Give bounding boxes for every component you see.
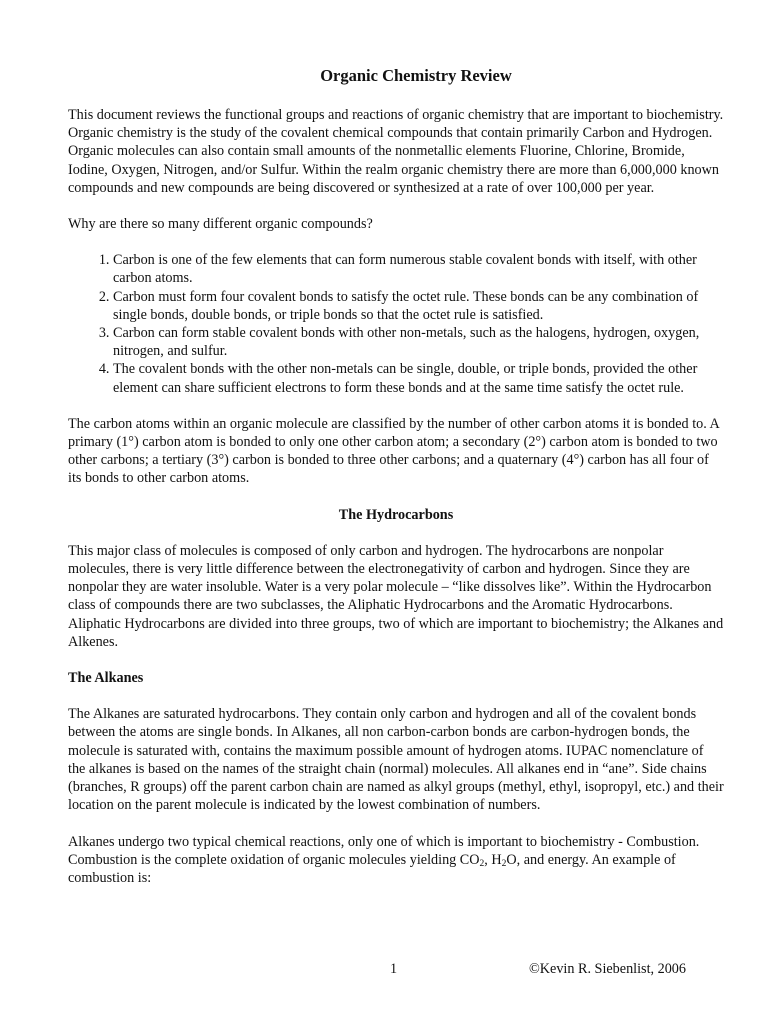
copyright-notice: ©Kevin R. Siebenlist, 2006 [529, 961, 686, 977]
question-paragraph: Why are there so many different organic compounds? [68, 216, 373, 233]
intro-paragraph: This document reviews the functional groups and reactions of organic chemistry that are important to biochemistry. Organic chemistry is the study of the covalent chemical compounds that contain primarily Carbon and Hydrogen. Organic molecules can also contain small amounts of the nonmetallic elements Fluorine, Chlorine, Bromide, Iodine, Oxygen, Nitrogen, and/or Sulfur. Within the realm organic chemistry there are more than 6,000,000 known compounds and new compounds are being discovered or synthesized at a rate of over 100,000 per year. [68, 107, 724, 196]
document-page [68, 64, 724, 887]
list-item: 4. The covalent bonds with the other non-metals can be single, double, or triple bonds, provided the other element can share sufficient electrons to form these bonds and at the same time satisfy the octet rule. [113, 360, 724, 396]
hydrocarbons-paragraph: This major class of molecules is composed of only carbon and hydrogen. The hydrocarbons are nonpolar molecules, there is very little difference between the electronegativity of carbon and hydrogen. Since they are nonpolar they are water insoluble. Water is a very polar molecule – “like dissolves like”. Within the Hydrocarbon class of compounds there are two subclasses, the Aliphatic Hydrocarbons and the Aromatic Hydrocarbons. Aliphatic Hydrocarbons are divided into three groups, two of which are important to biochemistry; the Alkanes and Alkenes. [68, 542, 724, 650]
list-item: 1. Carbon is one of the few elements that can form numerous stable covalent bonds with itself, with other carbon atoms. [113, 251, 724, 287]
list-item: 2. Carbon must form four covalent bonds to satisfy the octet rule. These bonds can be any combination of single bonds, double bonds, or triple bonds so that the octet rule is satisfied. [113, 288, 724, 324]
alkanes-paragraph: The Alkanes are saturated hydrocarbons. They contain only carbon and hydrogen and all of the covalent bonds between the atoms are single bonds. In Alkanes, all non carbon-carbon bonds are carbon-hydrogen bonds, the molecule is saturated with, contains the maximum possible amount of hydrogen atoms. IUPAC nomenclature of the alkanes is based on the names of the straight chain (normal) molecules. All alkanes end in “ane”. Side chains (branches, R groups) off the parent carbon chain are named as alkyl groups (methyl, ethyl, isopropyl, etc.) and their location on the parent molecule is indicated by the lowest combination of numbers. [68, 706, 724, 814]
h2o-subscript: 2 [501, 858, 507, 869]
hydrocarbons-heading: The Hydrocarbons [338, 506, 454, 523]
reasons-list [68, 251, 724, 397]
page-number: 1 [390, 961, 398, 977]
co2-subscript: 2 [479, 858, 485, 869]
combustion-text-tail: O, and energy. An example of combustion is: [68, 851, 676, 886]
combustion-text-lead: Alkanes undergo two typical chemical reactions, only one of which is important to biochemistry - Combustion. Combustion is the complete oxidation of organic molecules yielding CO [68, 833, 700, 868]
alkanes-heading: The Alkanes [68, 670, 144, 687]
carbon-classification-paragraph: The carbon atoms within an organic molecule are classified by the number of other carbon atoms it is bonded to. A primary (1°) carbon atom is bonded to only one other carbon atom; a secondary (2°) carbon atom is bonded to two other carbons; a tertiary (3°) carbon is bonded to three other carbons; and a quaternary (4°) carbon has all four of its bonds to other carbon atoms. [68, 415, 720, 487]
page-title: Organic Chemistry Review [320, 66, 512, 85]
combustion-paragraph [68, 833, 724, 888]
combustion-text-mid: , H [484, 851, 502, 868]
page-footer [0, 960, 768, 980]
list-item: 3. Carbon can form stable covalent bonds with other non-metals, such as the halogens, hydrogen, oxygen, nitrogen, and sulfur. [113, 324, 724, 360]
